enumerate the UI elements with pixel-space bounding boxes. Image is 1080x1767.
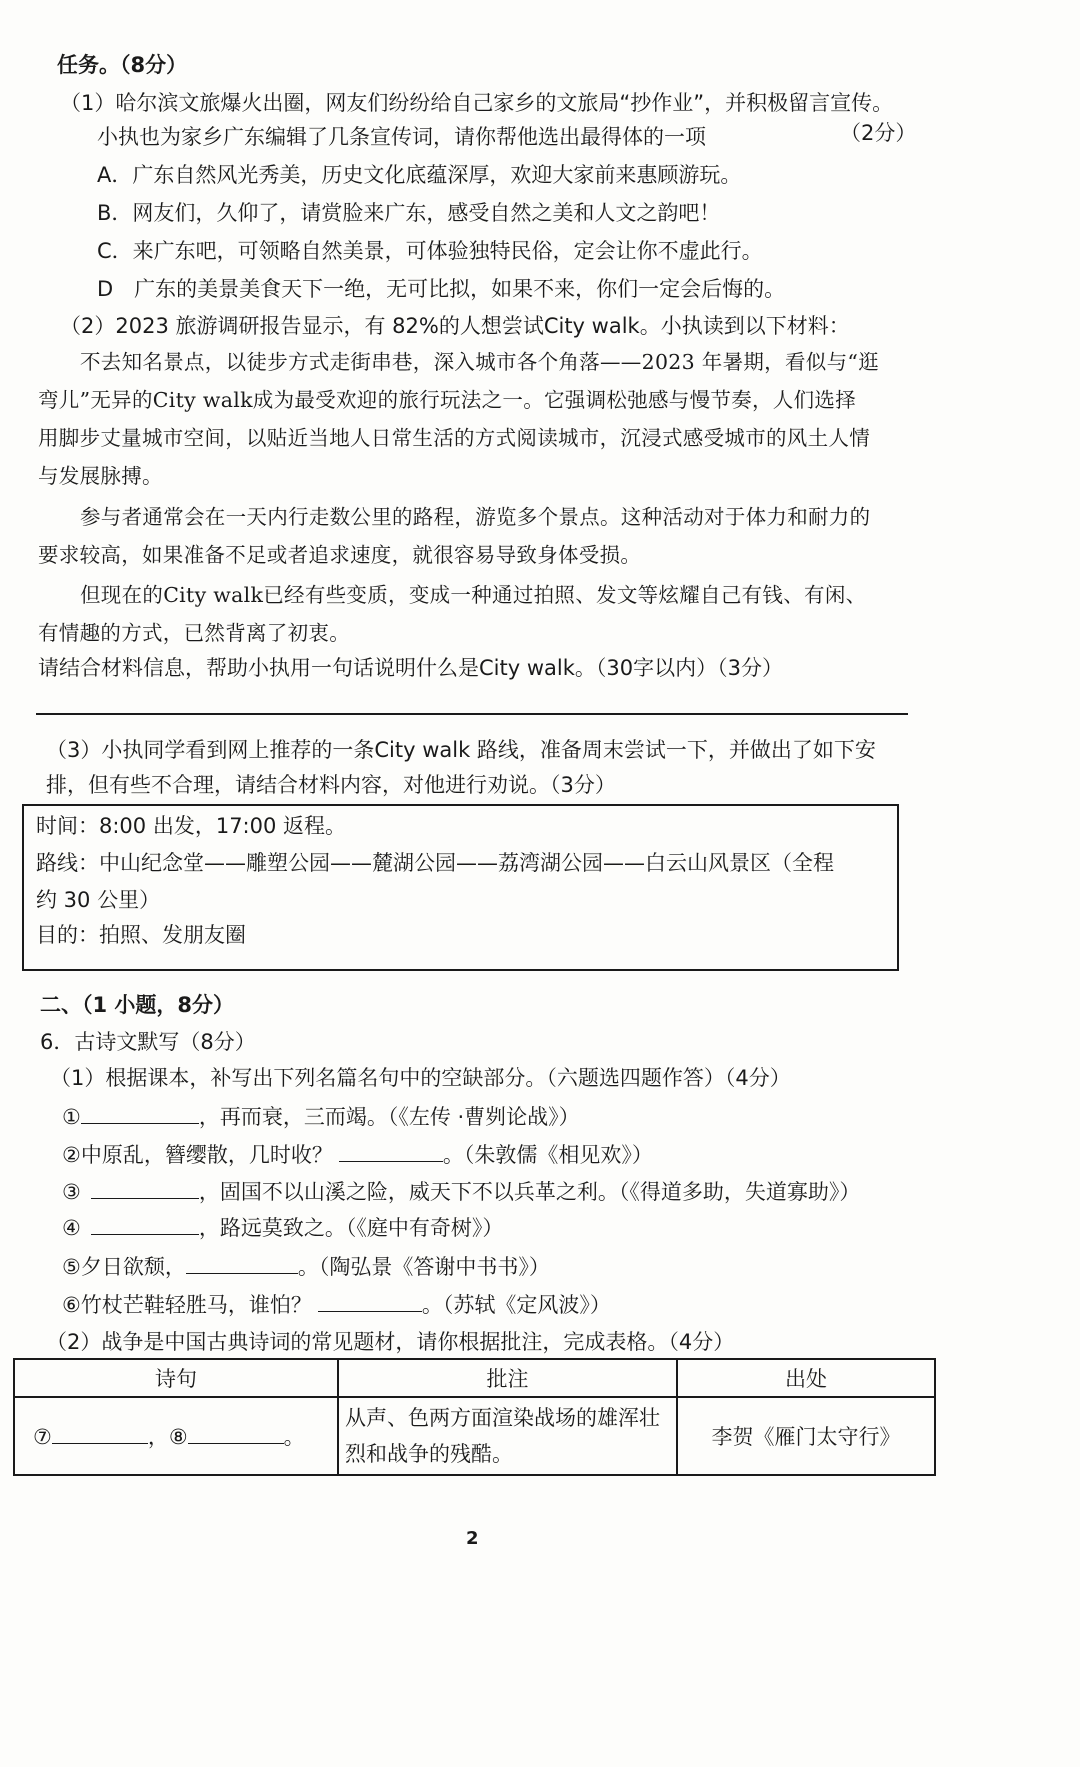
fill-item-5: ⑤夕日欲颓， 。（陶弘景《答谢中书书》） (62, 1251, 550, 1282)
q6-title: 6．古诗文默写（8分） (40, 1030, 256, 1054)
fill-blank-7[interactable] (52, 1421, 148, 1444)
table-row (14, 1397, 935, 1475)
item-number: ① (62, 1105, 81, 1129)
fill-blank[interactable] (81, 1101, 199, 1124)
q6-sub1: （1）根据课本，补写出下列名篇名句中的空缺部分。（六题选四题作答）（4分） (50, 1066, 791, 1090)
item-number: ④ (62, 1216, 81, 1240)
item-number: ⑤ (62, 1255, 81, 1279)
fill-blank[interactable] (91, 1176, 199, 1199)
q2-material-line2: 弯儿”无异的City walk成为最受欢迎的旅行玩法之一。它强调松弛感与慢节奏，人们选择 (38, 388, 857, 412)
fill-item-4: ④ ，路远莫致之。（《庭中有奇树》） (62, 1212, 503, 1243)
q2-question: 请结合材料信息，帮助小执用一句话说明什么是City walk。（30字以内）（3分） (38, 656, 783, 680)
plan-purpose: 目的：拍照、发朋友圈 (36, 923, 246, 947)
item-number: ③ (62, 1180, 81, 1204)
war-poetry-table (13, 1358, 936, 1476)
item-number: ② (62, 1143, 81, 1167)
plan-route-line1: 路线：中山纪念堂——雕塑公园——麓湖公园——荔湾湖公园——白云山风景区（全程 (36, 851, 834, 875)
answer-line (36, 713, 908, 715)
q2-material-line1: 不去知名景点，以徒步方式走街串巷，深入城市各个角落——2023 年暑期，看似与“逛 (80, 350, 879, 374)
q2-intro: （2）2023 旅游调研报告显示，有 82%的人想尝试City walk。小执读到以下材料： (60, 314, 850, 338)
q1-option-c: C．来广东吧，可领略自然美景，可体验独特民俗，定会让你不虚此行。 (97, 239, 763, 263)
page-number: 2 (466, 1528, 479, 1549)
fill-blank[interactable] (318, 1289, 422, 1312)
item-number: ⑥ (62, 1293, 81, 1317)
fill-item-3: ③ ，固国不以山溪之险，威天下不以兵革之利。（《得道多助，失道寡助》） (62, 1176, 860, 1207)
q1-prompt-line2: 小执也为家乡广东编辑了几条宣传词，请你帮他选出最得体的一项 (97, 125, 706, 149)
fill-item-6: ⑥竹杖芒鞋轻胜马，谁怕？ 。（苏轼《定风波》） (62, 1289, 611, 1320)
header-note: 批注 (338, 1359, 677, 1397)
q6-sub2: （2）战争是中国古典诗词的常见题材，请你根据批注，完成表格。（4分） (46, 1330, 735, 1354)
q3-prompt-line1: （3）小执同学看到网上推荐的一条City walk 路线，准备周末尝试一下，并做出了如下安 (46, 738, 876, 762)
q2-material-line5: 参与者通常会在一天内行走数公里的路程，游览多个景点。这种活动对于体力和耐力的 (80, 505, 871, 529)
q2-material-line4: 与发展脉搏。 (38, 464, 163, 488)
q1-score: （2分） (840, 121, 917, 145)
fill-blank[interactable] (339, 1139, 443, 1162)
fill-blank-8[interactable] (188, 1421, 284, 1444)
task-header: 任务。（8分） (57, 53, 188, 77)
fill-blank[interactable] (186, 1251, 298, 1274)
q2-material-line8: 有情趣的方式，已然背离了初衷。 (38, 621, 350, 645)
q1-option-b: B．网友们，久仰了，请赏脸来广东，感受自然之美和人文之韵吧！ (97, 201, 721, 225)
q2-material-line6: 要求较高，如果准备不足或者追求速度，就很容易导致身体受损。 (38, 543, 642, 567)
note-cell: 从声、色两方面渲染战场的雄浑壮 烈和战争的残酷。 (338, 1397, 677, 1475)
plan-route-line2: 约 30 公里） (36, 888, 161, 912)
fill-item-1: ① ，再而衰，三而竭。（《左传 ·曹刿论战》） (62, 1101, 580, 1132)
q1-option-d: D 广东的美景美食天下一绝，无可比拟，如果不来，你们一定会后悔的。 (97, 277, 786, 301)
source-cell: 李贺《雁门太守行》 (677, 1397, 935, 1475)
q1-option-a: A．广东自然风光秀美，历史文化底蕴深厚，欢迎大家前来惠顾游玩。 (97, 163, 742, 187)
q3-prompt-line2: 排，但有些不合理，请结合材料内容，对他进行劝说。（3分） (46, 773, 616, 797)
header-verse: 诗句 (14, 1359, 338, 1397)
q1-prompt-line1: （1）哈尔滨文旅爆火出圈，网友们纷纷给自己家乡的文旅局“抄作业”，并积极留言宣传。 (60, 91, 894, 115)
q2-material-line7: 但现在的City walk已经有些变质，变成一种通过拍照、发文等炫耀自己有钱、有闲、 (80, 583, 867, 607)
q2-material-line3: 用脚步丈量城市空间，以贴近当地人日常生活的方式阅读城市，沉浸式感受城市的风土人情 (38, 426, 870, 450)
section-title: 二、（1 小题，8分） (40, 993, 235, 1017)
fill-blank[interactable] (91, 1212, 199, 1235)
fill-item-2: ②中原乱，簪缨散，几时收？ 。（朱敦儒《相见欢》） (62, 1139, 653, 1170)
plan-time: 时间：8:00 出发，17:00 返程。 (36, 814, 347, 838)
header-source: 出处 (677, 1359, 935, 1397)
verse-cell: ⑦ ，⑧ 。 (14, 1397, 338, 1475)
